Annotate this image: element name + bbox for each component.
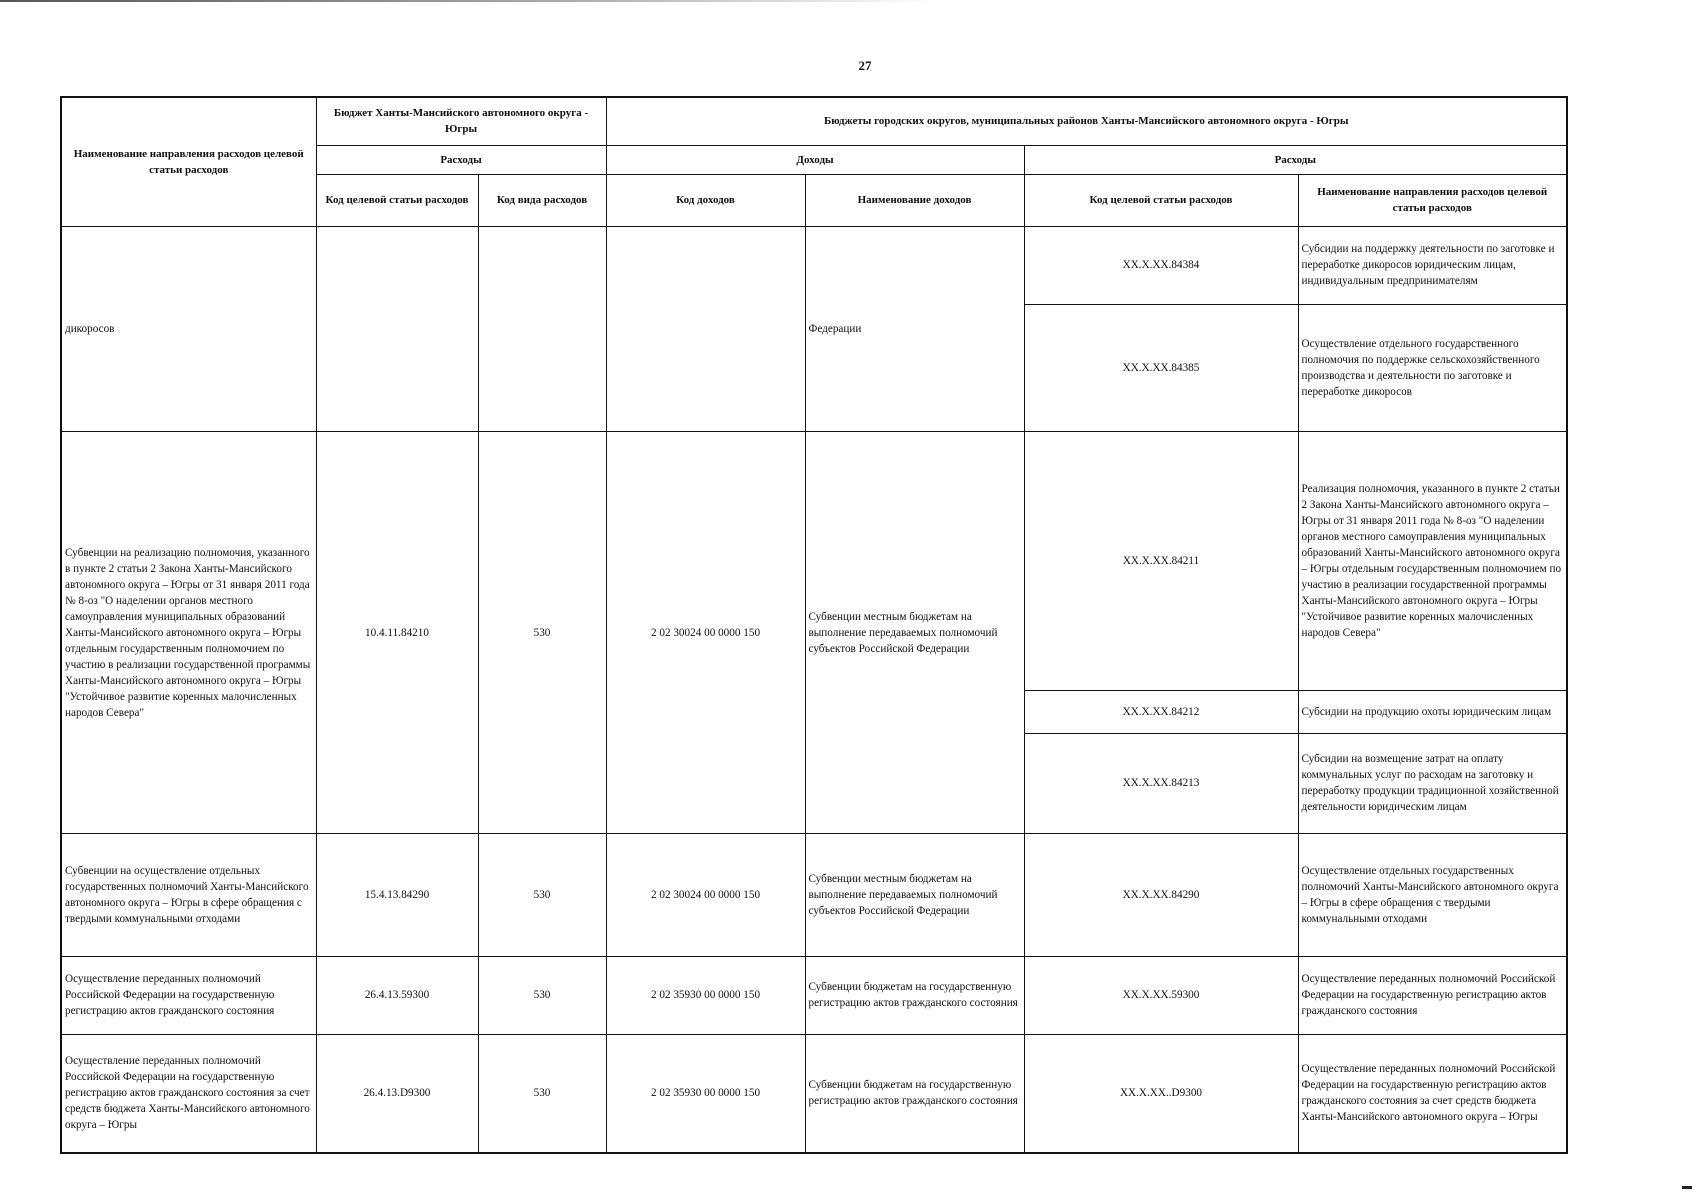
row-name: Субвенции на осуществление отдельных государственных полномочий Ханты-Мансийского автономного округа – Югры в сфере обращения с твердыми коммунальными отходами: [61, 834, 316, 957]
sub-name: Осуществление переданных полномочий Российской Федерации на государственную регистрацию актов гражданского состояния: [1298, 956, 1567, 1034]
table-row: [61, 1034, 1567, 1153]
row-code-kind: 530: [478, 956, 606, 1034]
sub-code: XX.X.XX.84211: [1024, 432, 1298, 691]
header-name-col-municipal: Наименование направления расходов целевой статьи расходов: [1298, 174, 1567, 226]
table-row: [61, 432, 1567, 691]
table-row: [61, 834, 1567, 957]
row-name: дикоросов: [61, 226, 316, 432]
header-code-target: Код целевой статьи расходов: [316, 174, 478, 226]
row-code-target: [316, 226, 478, 432]
sub-name: Осуществление переданных полномочий Российской Федерации на государственную регистрацию актов гражданского состояния за счет средств бюджета Ханты-Мансийского автономного округа – Югры: [1298, 1034, 1567, 1153]
header-code-target-municipal: Код целевой статьи расходов: [1024, 174, 1298, 226]
row-name: Осуществление переданных полномочий Российской Федерации на государственную регистрацию актов гражданского состояния за счет средств бюджета Ханты-Мансийского автономного округа – Югры: [61, 1034, 316, 1153]
header-okrug-budget: Бюджет Ханты-Мансийского автономного округа - Югры: [316, 97, 606, 145]
row-code-kind: 530: [478, 834, 606, 957]
row-code-kind: [478, 226, 606, 432]
header-expenses-municipal: Расходы: [1024, 145, 1567, 174]
scan-edge: [0, 0, 940, 2]
row-revenue-name: Субвенции бюджетам на государственную регистрацию актов гражданского состояния: [805, 1034, 1024, 1153]
scan-mark: [1682, 1186, 1692, 1189]
header-code-revenue: Код доходов: [606, 174, 805, 226]
sub-name: Субсидии на продукцию охоты юридическим лицам: [1298, 691, 1567, 733]
row-code-revenue: 2 02 30024 00 0000 150: [606, 432, 805, 834]
header-municipal-budgets: Бюджеты городских округов, муниципальных районов Ханты-Мансийского автономного округа - Югры: [606, 97, 1567, 145]
row-name: Осуществление переданных полномочий Российской Федерации на государственную регистрацию актов гражданского состояния: [61, 956, 316, 1034]
row-code-revenue: 2 02 35930 00 0000 150: [606, 1034, 805, 1153]
row-revenue-name: Субвенции местным бюджетам на выполнение передаваемых полномочий субъектов Российской Федерации: [805, 432, 1024, 834]
sub-code: XX.X.XX.84384: [1024, 226, 1298, 304]
header-revenues: Доходы: [606, 145, 1024, 174]
header-name-col: Наименование направления расходов целевой статьи расходов: [61, 97, 316, 226]
budget-table: [60, 96, 1568, 1154]
table-row: [61, 226, 1567, 304]
row-code-kind: 530: [478, 432, 606, 834]
row-code-revenue: [606, 226, 805, 432]
row-revenue-name: Субвенции местным бюджетам на выполнение передаваемых полномочий субъектов Российской Федерации: [805, 834, 1024, 957]
row-code-target: 15.4.13.84290: [316, 834, 478, 957]
row-code-target: 26.4.13.59300: [316, 956, 478, 1034]
row-code-revenue: 2 02 30024 00 0000 150: [606, 834, 805, 957]
sub-code: XX.X.XX.84290: [1024, 834, 1298, 957]
row-code-target: 10.4.11.84210: [316, 432, 478, 834]
sub-code: XX.X.XX.59300: [1024, 956, 1298, 1034]
sub-name: Реализация полномочия, указанного в пункте 2 статьи 2 Закона Ханты-Мансийского автономного округа – Югры от 31 января 2011 года № 8-оз "О наделении органов местного самоуправления муниципальных образований Ханты-Мансийского автономного округа – Югры отдельным государственным полномочием по участию в реализации государственной программы Ханты-Мансийского автономного округа – Югры "Устойчивое развитие коренных малочисленных народов Севера": [1298, 432, 1567, 691]
row-code-target: 26.4.13.D9300: [316, 1034, 478, 1153]
sub-name: Субсидии на поддержку деятельности по заготовке и переработке дикоросов юридическим лицам, индивидуальным предпринимателям: [1298, 226, 1567, 304]
header-expenses: Расходы: [316, 145, 606, 174]
sub-code: XX.X.XX.84212: [1024, 691, 1298, 733]
row-revenue-name: Федерации: [805, 226, 1024, 432]
sub-code: XX.X.XX..D9300: [1024, 1034, 1298, 1153]
table-row: [61, 956, 1567, 1034]
sub-name: Субсидии на возмещение затрат на оплату коммунальных услуг по расходам на заготовку и переработку продукции традиционной хозяйственной деятельности юридическим лицам: [1298, 733, 1567, 833]
sub-code: XX.X.XX.84385: [1024, 304, 1298, 432]
header-revenue-name: Наименование доходов: [805, 174, 1024, 226]
sub-code: XX.X.XX.84213: [1024, 733, 1298, 833]
row-revenue-name: Субвенции бюджетам на государственную регистрацию актов гражданского состояния: [805, 956, 1024, 1034]
sub-name: Осуществление отдельного государственного полномочия по поддержке сельскохозяйственного производства и деятельности по заготовке и переработке дикоросов: [1298, 304, 1567, 432]
sub-name: Осуществление отдельных государственных полномочий Ханты-Мансийского автономного округа – Югры в сфере обращения с твердыми коммунальными отходами: [1298, 834, 1567, 957]
row-code-revenue: 2 02 35930 00 0000 150: [606, 956, 805, 1034]
row-name: Субвенции на реализацию полномочия, указанного в пункте 2 статьи 2 Закона Ханты-Мансийского автономного округа – Югры от 31 января 2011 года № 8-оз "О наделении органов местного самоуправления муниципальных образований Ханты-Мансийского автономного округа – Югры отдельным государственным полномочием по участию в реализации государственной программы Ханты-Мансийского автономного округа – Югры "Устойчивое развитие коренных малочисленных народов Севера": [61, 432, 316, 834]
header-code-kind: Код вида расходов: [478, 174, 606, 226]
row-code-kind: 530: [478, 1034, 606, 1153]
page-number: 27: [858, 58, 872, 73]
